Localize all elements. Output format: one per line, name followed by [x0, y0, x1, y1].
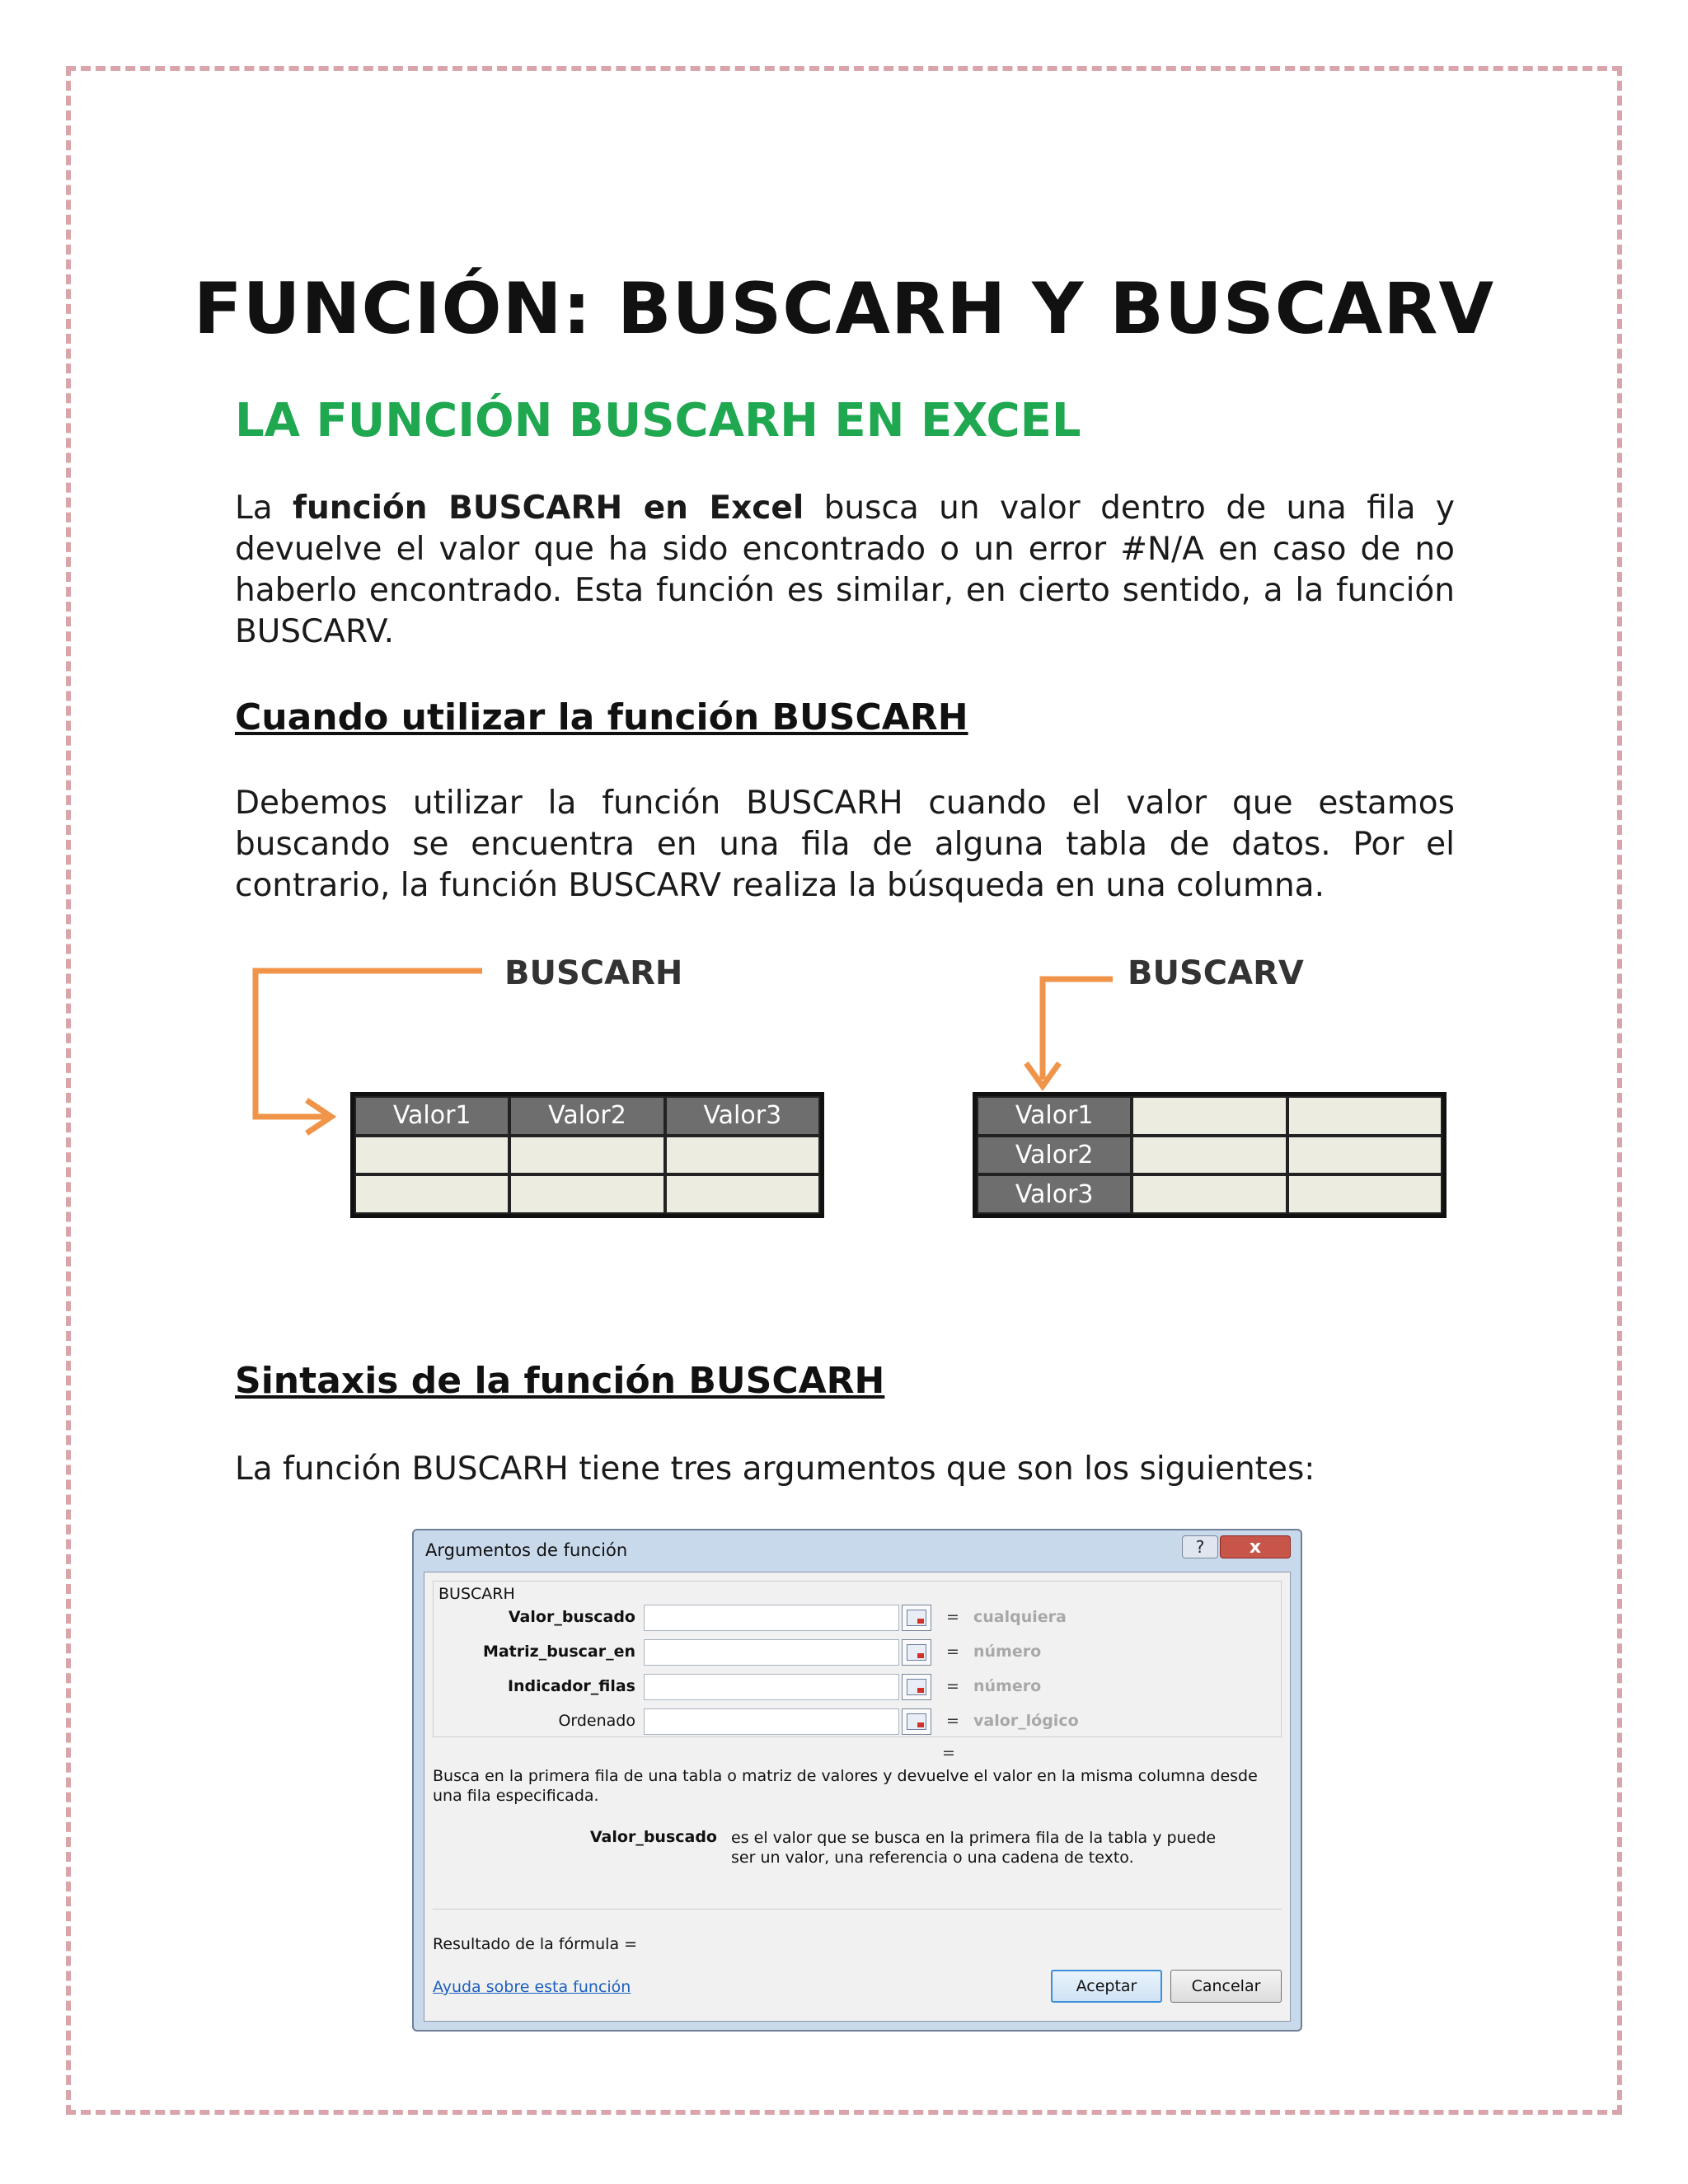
result-equals: =	[942, 1744, 955, 1762]
buscarh-header-cell: Valor1	[354, 1096, 509, 1136]
arg-label: Indicador_filas	[507, 1677, 635, 1695]
function-group	[433, 1581, 1282, 1737]
arg-row	[434, 1603, 1282, 1631]
current-arg-description: es el valor que se busca en la primera fila de la tabla y puede ser un valor, una referencia o una cadena de texto.	[731, 1829, 1217, 1867]
range-select-icon[interactable]	[902, 1639, 931, 1666]
intro-prefix: La	[235, 490, 293, 527]
buscarv-header-cell: Valor2	[977, 1136, 1132, 1175]
close-button[interactable]: x	[1220, 1535, 1291, 1558]
arg-label: Matriz_buscar_en	[482, 1643, 635, 1661]
dialog-title: Argumentos de función	[425, 1540, 628, 1560]
arg-hint: valor_lógico	[973, 1712, 1079, 1730]
syntax-heading: Sintaxis de la función BUSCARH	[235, 1360, 885, 1402]
range-select-icon[interactable]	[902, 1605, 931, 1631]
dialog-body	[424, 1572, 1291, 2022]
indicador-filas-input[interactable]	[644, 1674, 899, 1700]
syntax-paragraph: La función BUSCARH tiene tres argumentos que son los siguientes:	[235, 1451, 1315, 1488]
arg-equals: =	[946, 1712, 959, 1730]
intro-rest: busca un valor dentro de una fila y devuelve el valor que ha sido encontrado o un error #N/A en caso de no haberlo encontrado. Esta función es similar, en cierto sentido, a la función BUSCARV.	[235, 490, 1455, 650]
arg-equals: =	[946, 1643, 959, 1661]
arg-label: Ordenado	[558, 1712, 635, 1730]
function-description: Busca en la primera fila de una tabla o matriz de valores y devuelve el valor en la misma columna desde una fila especificada.	[433, 1767, 1258, 1805]
range-select-icon[interactable]	[902, 1708, 931, 1735]
divider	[433, 1909, 1282, 1910]
arg-row	[434, 1672, 1282, 1700]
arg-equals: =	[946, 1608, 959, 1626]
buscarv-empty-cell	[1132, 1096, 1287, 1136]
when-paragraph: Debemos utilizar la función BUSCARH cuando el valor que estamos buscando se encuentra en una fila de alguna tabla de datos. Por el contrario, la función BUSCARV realiza la búsqueda en una columna.	[235, 785, 1455, 904]
buscarv-empty-cell	[1287, 1136, 1442, 1175]
when-heading: Cuando utilizar la función BUSCARH	[235, 696, 968, 738]
buscarv-empty-cell	[1287, 1096, 1442, 1136]
buscarv-table	[973, 1092, 1447, 1218]
ordenado-input[interactable]	[644, 1708, 899, 1735]
buscarv-empty-cell	[1132, 1174, 1287, 1214]
matriz-buscar-en-input[interactable]	[644, 1639, 899, 1666]
buscarh-empty-cell	[354, 1136, 509, 1175]
buscarh-header-cell: Valor2	[509, 1096, 664, 1136]
cancel-button[interactable]: Cancelar	[1170, 1970, 1282, 2003]
arg-hint: número	[973, 1643, 1042, 1661]
arg-hint: cualquiera	[973, 1608, 1067, 1626]
buscarv-arrow	[1043, 979, 1113, 1080]
help-link[interactable]: Ayuda sobre esta función	[433, 1978, 631, 1996]
help-button[interactable]: ?	[1182, 1535, 1218, 1558]
formula-result: Resultado de la fórmula =	[433, 1935, 638, 1953]
section-heading: LA FUNCIÓN BUSCARH EN EXCEL	[235, 394, 1081, 448]
buscarh-empty-cell	[509, 1136, 664, 1175]
buscarv-label: BUSCARV	[1128, 954, 1304, 992]
buscarv-empty-cell	[1287, 1174, 1442, 1214]
arg-row	[434, 1638, 1282, 1666]
buscarh-empty-cell	[354, 1174, 509, 1214]
intro-bold: función BUSCARH en Excel	[293, 490, 804, 527]
buscarh-header-cell: Valor3	[665, 1096, 820, 1136]
function-arguments-dialog	[412, 1529, 1302, 2032]
page-title: FUNCIÓN: BUSCARH Y BUSCARV	[193, 268, 1495, 350]
current-arg-name: Valor_buscado	[589, 1828, 717, 1846]
function-name: BUSCARH	[438, 1585, 515, 1603]
buscarh-empty-cell	[509, 1174, 664, 1214]
buscarh-table	[350, 1092, 824, 1218]
buscarv-header-cell: Valor3	[977, 1174, 1132, 1214]
buscarh-empty-cell	[665, 1174, 820, 1214]
arg-hint: número	[973, 1677, 1042, 1695]
range-select-icon[interactable]	[902, 1674, 931, 1700]
accept-button[interactable]: Aceptar	[1051, 1970, 1162, 2003]
arg-row	[434, 1707, 1282, 1735]
arg-label: Valor_buscado	[508, 1608, 635, 1626]
buscarh-label: BUSCARH	[504, 954, 683, 992]
buscarv-empty-cell	[1132, 1136, 1287, 1175]
arg-equals: =	[946, 1677, 959, 1695]
buscarv-header-cell: Valor1	[977, 1096, 1132, 1136]
valor-buscado-input[interactable]	[644, 1605, 899, 1631]
buscarh-empty-cell	[665, 1136, 820, 1175]
